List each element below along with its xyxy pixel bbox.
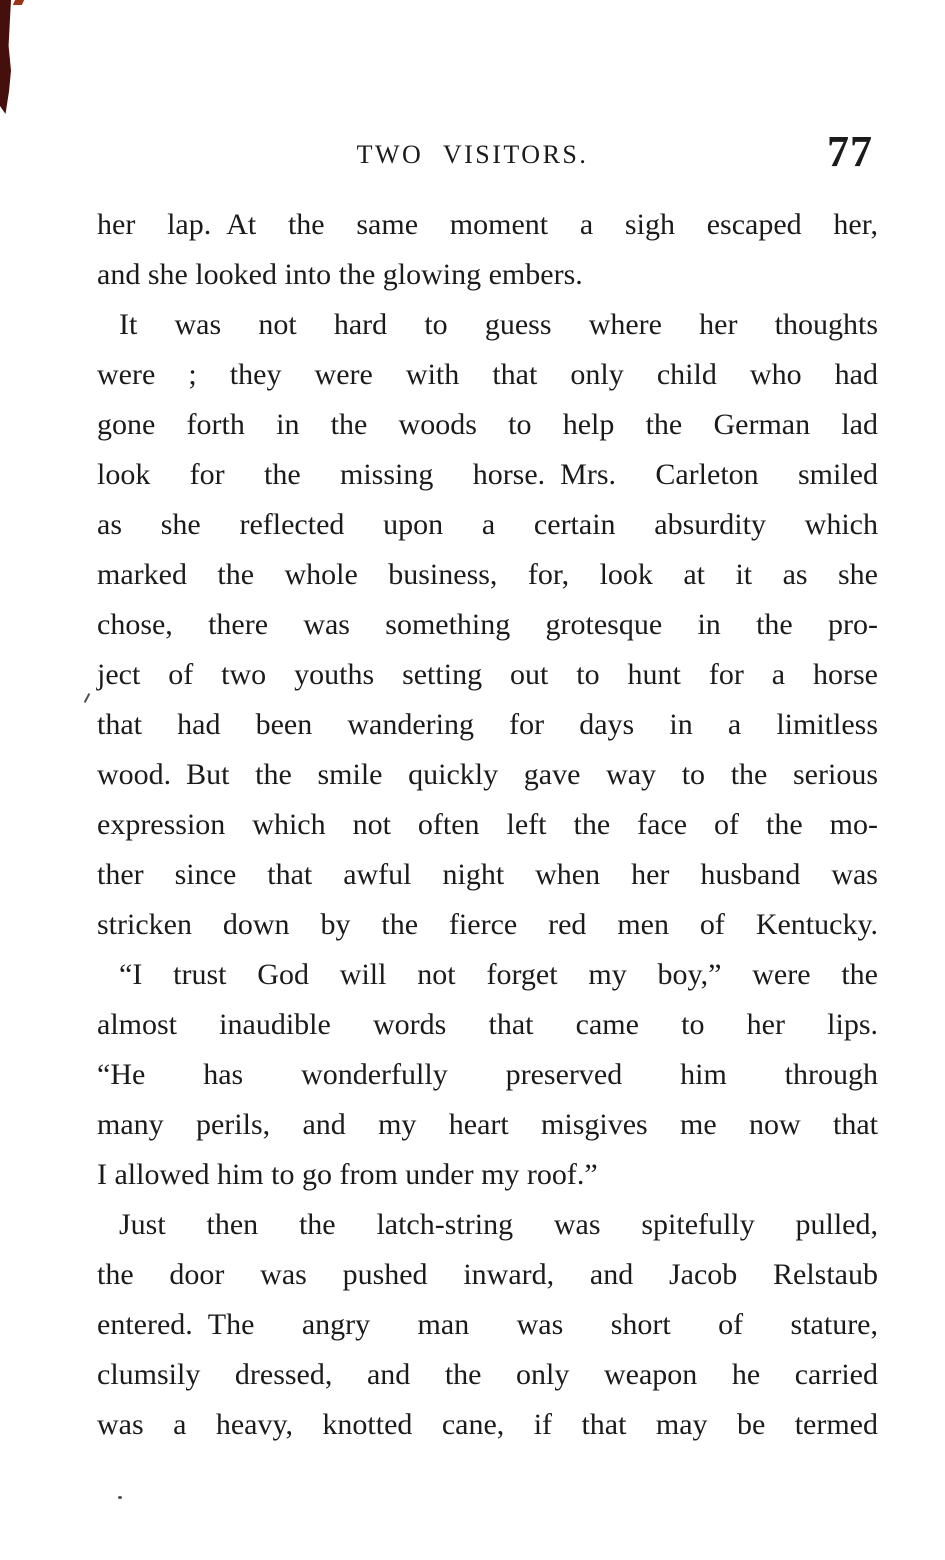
body-line: her lap. At the same moment a sigh escaped her, xyxy=(97,208,878,241)
body-line: many perils, and my heart misgives me now that xyxy=(97,1108,878,1141)
page-number: 77 xyxy=(827,127,873,176)
body-line: I allowed him to go from under my roof.” xyxy=(97,1158,598,1191)
body-line: expression which not often left the face of the mo- xyxy=(97,808,878,841)
body-line: entered. The angry man was short of stature, xyxy=(97,1308,878,1341)
body-line: look for the missing horse. Mrs. Carleton smiled xyxy=(97,458,878,491)
page-title: TWO VISITORS. xyxy=(356,140,589,169)
body-text xyxy=(97,200,878,1450)
body-line: were ; they were with that only child who had xyxy=(97,358,878,391)
body-line: as she reflected upon a certain absurdity which xyxy=(97,508,878,541)
margin-mark-artifact xyxy=(84,693,90,703)
scan-edge-artifact xyxy=(0,0,11,114)
body-line: ther since that awful night when her husband was xyxy=(97,858,878,891)
body-line: the door was pushed inward, and Jacob Relstaub xyxy=(97,1258,878,1291)
body-line: clumsily dressed, and the only weapon he carried xyxy=(97,1358,878,1391)
body-line: chose, there was something grotesque in the pro- xyxy=(97,608,878,641)
scan-edge-speck xyxy=(13,0,24,5)
body-line: almost inaudible words that came to her lips. xyxy=(97,1008,878,1041)
body-line: gone forth in the woods to help the German lad xyxy=(97,408,878,441)
body-line: marked the whole business, for, look at it as she xyxy=(97,558,878,591)
body-line: It was not hard to guess where her thoughts xyxy=(119,308,878,341)
body-line: ject of two youths setting out to hunt for a horse xyxy=(97,658,878,691)
body-line: that had been wandering for days in a limitless xyxy=(97,708,878,741)
body-line: wood. But the smile quickly gave way to the serious xyxy=(97,758,878,791)
body-line: Just then the latch-string was spitefully pulled, xyxy=(119,1208,878,1241)
ink-speck-artifact xyxy=(118,1496,122,1499)
body-line: was a heavy, knotted cane, if that may be termed xyxy=(97,1408,878,1441)
body-line: and she looked into the glowing embers. xyxy=(97,258,583,291)
body-line: “I trust God will not forget my boy,” were the xyxy=(119,958,878,991)
body-line: stricken down by the fierce red men of Kentucky. xyxy=(97,908,878,941)
body-line: “He has wonderfully preserved him through xyxy=(97,1058,878,1091)
